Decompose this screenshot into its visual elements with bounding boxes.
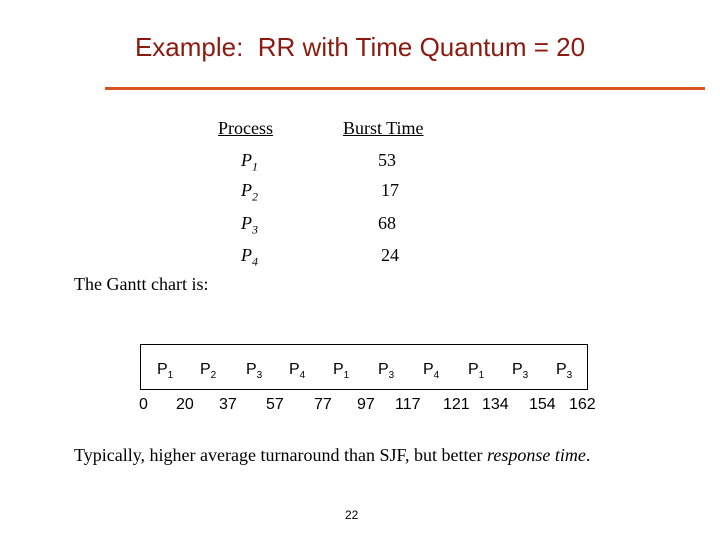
row-p3-sub: 3	[252, 222, 258, 237]
title-rule	[105, 87, 705, 90]
row-p2-letter: P	[241, 180, 252, 200]
gantt-cell-sub: 1	[167, 370, 174, 382]
gantt-cell	[200, 361, 216, 381]
gantt-tick: 117	[395, 396, 421, 413]
gantt-cell	[333, 361, 349, 381]
gantt-cell-sub: 1	[478, 370, 485, 382]
page-number: 22	[345, 508, 359, 522]
row-p1-burst: 53	[378, 150, 396, 170]
gantt-tick: 37	[219, 396, 237, 413]
row-p4-sub: 4	[252, 254, 258, 269]
gantt-tick: 77	[314, 396, 332, 413]
gantt-cell-sub: 1	[343, 370, 350, 382]
gantt-cell	[246, 361, 262, 381]
footer-note	[74, 445, 590, 466]
gantt-cell-name: P	[512, 361, 523, 378]
gantt-cell-name: P	[246, 361, 257, 378]
gantt-tick: 20	[176, 396, 194, 413]
gantt-cell-sub: 3	[388, 370, 395, 382]
gantt-cell-name: P	[378, 361, 389, 378]
gantt-cell	[512, 361, 528, 381]
gantt-cell	[378, 361, 394, 381]
gantt-cell-name: P	[468, 361, 479, 378]
gantt-label: The Gantt chart is:	[74, 274, 209, 294]
gantt-cell	[157, 361, 173, 381]
gantt-cell-sub: 4	[299, 370, 306, 382]
gantt-tick: 154	[529, 396, 556, 413]
row-p4-letter: P	[241, 245, 252, 265]
gantt-cell-sub: 2	[210, 370, 217, 382]
gantt-cell	[556, 361, 572, 381]
gantt-cell-sub: 4	[433, 370, 440, 382]
gantt-cell	[468, 361, 484, 381]
gantt-chart	[140, 344, 588, 390]
row-p1-letter: P	[241, 150, 252, 170]
gantt-cell-sub: 3	[522, 370, 529, 382]
gantt-cell-name: P	[157, 361, 168, 378]
gantt-cell-name: P	[423, 361, 434, 378]
gantt-tick: 162	[569, 396, 596, 413]
slide-title: Example: RR with Time Quantum = 20	[134, 32, 586, 62]
gantt-tick: 0	[139, 396, 148, 413]
gantt-cell-name: P	[289, 361, 300, 378]
gantt-cell	[423, 361, 439, 381]
row-p2-name	[241, 180, 258, 205]
header-process: Process	[218, 118, 273, 138]
gantt-cell-sub: 3	[256, 370, 263, 382]
row-p4-burst: 24	[381, 245, 399, 265]
row-p3-burst: 68	[378, 213, 396, 233]
row-p1-name	[241, 150, 258, 175]
gantt-cell-name: P	[333, 361, 344, 378]
gantt-tick: 97	[357, 396, 375, 413]
footer-period: .	[585, 445, 591, 465]
gantt-tick: 121	[443, 396, 470, 413]
gantt-cell-name: P	[556, 361, 567, 378]
row-p2-burst: 17	[381, 180, 399, 200]
gantt-tick: 57	[266, 396, 284, 413]
row-p2-sub: 2	[252, 189, 258, 204]
gantt-tick: 134	[482, 396, 509, 413]
gantt-cell-name: P	[200, 361, 211, 378]
row-p4-name	[241, 245, 258, 270]
row-p3-letter: P	[241, 213, 252, 233]
gantt-cell-sub: 3	[566, 370, 573, 382]
footer-text: Typically, higher average turnaround than SJF, but better	[74, 445, 488, 465]
footer-emphasis: response time	[487, 445, 586, 465]
row-p1-sub: 1	[252, 159, 258, 174]
row-p3-name	[241, 213, 258, 238]
gantt-cell	[289, 361, 305, 381]
header-burst-time: Burst Time	[343, 118, 424, 138]
